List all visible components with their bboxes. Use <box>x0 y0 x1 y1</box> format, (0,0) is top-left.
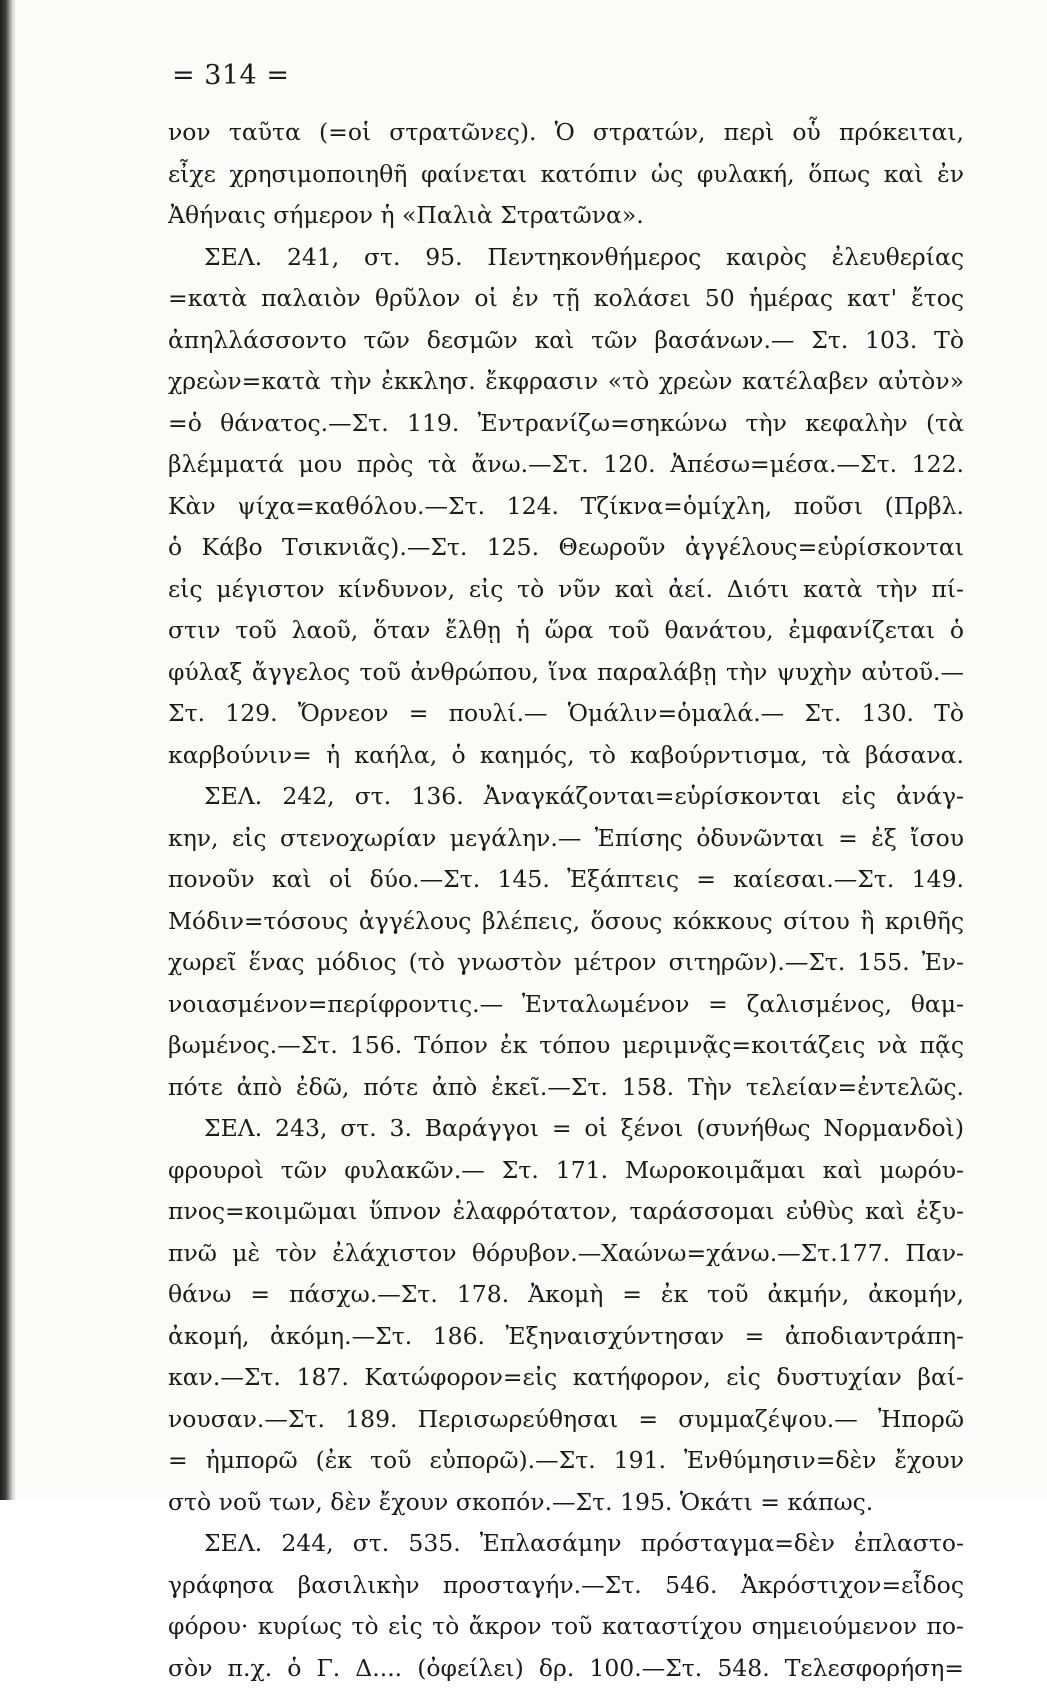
body-text <box>168 112 964 1689</box>
text-line: βωμένος.—Στ. 156. Τόπον ἐκ τόπου μεριμνᾷς=κοιτάζεις νὰ πᾷς <box>168 1025 964 1067</box>
text-line: = ἠμπορῶ (ἐκ τοῦ εὐπορῶ).—Στ. 191. Ἐνθύμησιν=δὲν ἔχουν <box>168 1440 964 1482</box>
text-line: γράφησα βασιλικὴν προσταγήν.—Στ. 546. Ἀκρόστιχον=εἶδος <box>168 1565 964 1607</box>
text-line: φρουροὶ τῶν φυλακῶν.— Στ. 171. Μωροκοιμᾶμαι καὶ μωρόυ- <box>168 1150 964 1192</box>
text-line: βλέμματά μου πρὸς τὰ ἄνω.—Στ. 120. Ἀπέσω=μέσα.—Στ. 122. <box>168 444 964 486</box>
text-line: ὁ Κάβο Τσικνιᾶς).—Στ. 125. Θεωροῦν ἀγγέλους=εὑρίσκονται <box>168 527 964 569</box>
text-line: στὸ νοῦ των, δὲν ἔχουν σκοπόν.—Στ. 195. Ὁκάτι = κάπως. <box>168 1482 964 1524</box>
text-line: =ὁ θάνατος.—Στ. 119. Ἐντρανίζω=σηκώνω τὴν κεφαλὴν (τὰ <box>168 403 964 445</box>
text-line: Μόδιν=τόσους ἀγγέλους βλέπεις, ὅσους κόκκους σίτου ἢ κριθῆς <box>168 901 964 943</box>
text-line: πονοῦν καὶ οἱ δύο.—Στ. 145. Ἐξάπτεις = καίεσαι.—Στ. 149. <box>168 859 964 901</box>
text-line: ἀκομή, ἀκόμη.—Στ. 186. Ἐξηναισχύντησαν = ἀποδιαντράπη- <box>168 1316 964 1358</box>
text-line: φόρου· κυρίως τὸ εἰς τὸ ἄκρον τοῦ καταστίχου σημειούμενον πο- <box>168 1606 964 1648</box>
text-line: νουσαν.—Στ. 189. Περισωρεύθησαι = συμμαζέψου.— Ἠπορῶ <box>168 1399 964 1441</box>
text-line: στιν τοῦ λαοῦ, ὅταν ἔλθῃ ἡ ὥρα τοῦ θανάτου, ἐμφανίζεται ὁ <box>168 610 964 652</box>
text-line: πνος=κοιμῶμαι ὕπνον ἐλαφρότατον, ταράσσομαι εὐθὺς καὶ ἐξυ- <box>168 1191 964 1233</box>
text-line: =κατὰ παλαιὸν θρῦλον οἱ ἐν τῇ κολάσει 50 ἡμέρας κατ' ἔτος <box>168 278 964 320</box>
text-line: πότε ἀπὸ ἐδῶ, πότε ἀπὸ ἐκεῖ.—Στ. 158. Τὴν τελείαν=ἐντελῶς. <box>168 1067 964 1109</box>
text-line: καν.—Στ. 187. Κατώφορον=εἰς κατήφορον, εἰς δυστυχίαν βαί- <box>168 1357 964 1399</box>
text-line: σὸν π.χ. ὁ Γ. Δ.... (ὀφείλει) δρ. 100.—Στ. 548. Τελεσφορήση= <box>168 1648 964 1689</box>
text-line: ἀπηλλάσσοντο τῶν δεσμῶν καὶ τῶν βασάνων.— Στ. 103. Τὸ <box>168 320 964 362</box>
binding-edge <box>0 0 16 1500</box>
text-line: νον ταῦτα (=οἱ στρατῶνες). Ὁ στρατών, περὶ οὗ πρόκειται, <box>168 112 964 154</box>
text-line: Κὰν ψίχα=καθόλου.—Στ. 124. Τζίκνα=ὁμίχλη, ποῦσι (Πρβλ. <box>168 486 964 528</box>
text-line: νοιασμένον=περίφροντις.— Ἐνταλωμένον = ζαλισμένος, θαμ- <box>168 984 964 1026</box>
text-line: ΣΕΛ. 241, στ. 95. Πεντηκονθήμερος καιρὸς ἐλευθερίας <box>168 237 964 279</box>
text-line: ΣΕΛ. 242, στ. 136. Ἀναγκάζονται=εὑρίσκονται εἰς ἀνάγ- <box>168 776 964 818</box>
text-line: ΣΕΛ. 243, στ. 3. Βαράγγοι = οἱ ξένοι (συνήθως Νορμανδοὶ) <box>168 1108 964 1150</box>
text-line: χωρεῖ ἕνας μόδιος (τὸ γνωστὸν μέτρον σιτηρῶν).—Στ. 155. Ἐν- <box>168 942 964 984</box>
text-line: θάνω = πάσχω.—Στ. 178. Ἀκομὴ = ἐκ τοῦ ἀκμήν, ἀκομήν, <box>168 1274 964 1316</box>
page-number: = 314 = <box>172 60 289 91</box>
text-line: εἰς μέγιστον κίνδυνον, εἰς τὸ νῦν καὶ ἀεί. Διότι κατὰ τὴν πί- <box>168 569 964 611</box>
text-line: κην, εἰς στενοχωρίαν μεγάλην.— Ἐπίσης ὀδυνῶνται = ἐξ ἴσου <box>168 818 964 860</box>
text-line: Στ. 129. Ὄρνεον = πουλί.— Ὁμάλιν=ὁμαλά.— Στ. 130. Τὸ <box>168 693 964 735</box>
text-line: φύλαξ ἄγγελος τοῦ ἀνθρώπου, ἵνα παραλάβῃ τὴν ψυχὴν αὐτοῦ.— <box>168 652 964 694</box>
text-line: Ἀθήναις σήμερον ἡ «Παλιὰ Στρατῶνα». <box>168 195 964 237</box>
text-line: χρεὼν=κατὰ τὴν ἐκκλησ. ἔκφρασιν «τὸ χρεὼν κατέλαβεν αὐτὸν» <box>168 361 964 403</box>
text-line: καρβούνιν= ἡ καήλα, ὁ καημός, τὸ καβούρντισμα, τὰ βάσανα. <box>168 735 964 777</box>
text-line: ΣΕΛ. 244, στ. 535. Ἐπλασάμην πρόσταγμα=δὲν ἐπλαστο- <box>168 1523 964 1565</box>
text-line: εἶχε χρησιμοποιηθῆ φαίνεται κατόπιν ὡς φυλακή, ὅπως καὶ ἐν <box>168 154 964 196</box>
text-line: πνῶ μὲ τὸν ἐλάχιστον θόρυβον.—Χαώνω=χάνω.—Στ.177. Παν- <box>168 1233 964 1275</box>
